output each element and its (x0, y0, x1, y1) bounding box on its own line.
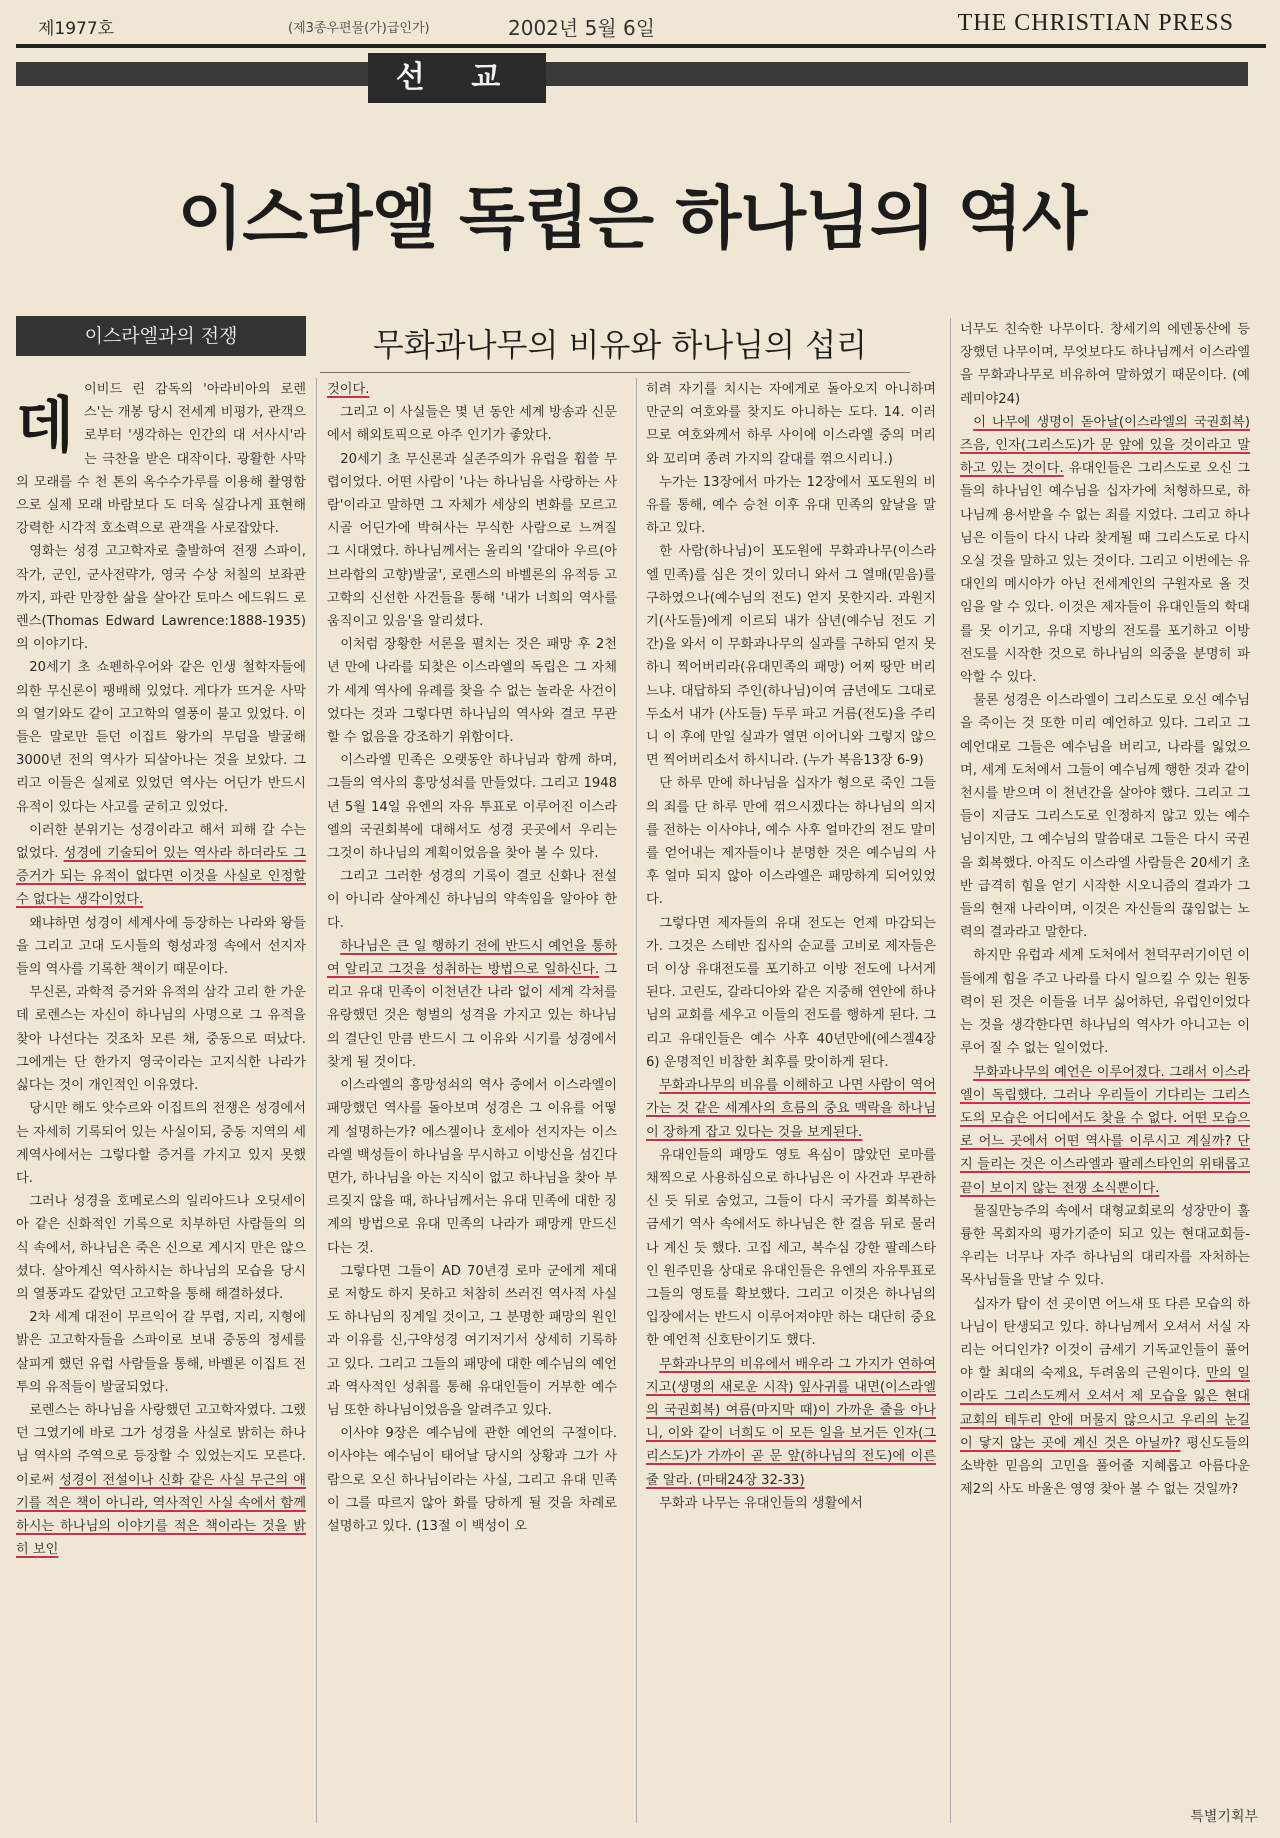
article-column-1 (16, 378, 306, 1823)
paragraph: 그렇다면 제자들의 유대 전도는 언제 마감되는가. 그것은 스테반 집사의 순교를 고비로 제자들은 더 이상 유대전도를 포기하고 이방 전도에 나서게 된다. 고린도, 갈라디아와 같은 지중해 연안에 하나님의 교회를 세우고 이들의 전도를 행하게 된다. 그리고 유대인들은 예수 사후 40년만에(에스겔4장 6) 운명적인 비참한 최후를 맞이하게 된다. (646, 915, 936, 1070)
paragraph (327, 935, 617, 1074)
paragraph: 그리고 그러한 성경의 기록이 결코 신화나 전설이 아니라 살아계신 하나님의 약속임을 알아야 한다. (327, 869, 617, 931)
masthead-rule (16, 44, 1266, 48)
postal-permit: (제3종우편물(가)급인가) (288, 21, 430, 36)
underlined-text: 무화과나무의 비유에서 배우라 그 가지가 연하여지고(생명의 새로운 시작) 잎사귀를 내면(이스라엘의 국권회복) 여름(마지막 때)이 가까운 줄을 아나니, 이와 같이 너희도 이 모든 일을 보거든 인자(그리스도)가 가까이 곧 문 앞(하나님의 전도)에 이른 줄 알라. (마태24장 32-33) (646, 1356, 936, 1488)
paragraph: 20세기 초 쇼펜하우어와 같은 인생 철학자들에 의한 무신론이 팽배해 있었다. 게다가 뜨거운 사막의 열기와도 같이 고고학의 열풍이 불고 있었다. 이들은 말로만 듣던 이집트 왕가의 무덤을 발굴해 3000년 전의 역사가 되살아나는 것을 보았다. 그리고 이들은 실제로 있었던 역사는 어딘가 반드시 유적이 있다는 사고를 굳히고 있었다. (16, 660, 306, 815)
paragraph: 그렇다면 그들이 AD 70년경 로마 군에게 제대로 저항도 하지 못하고 처참히 쓰러진 역사적 사실도 하나님의 징계일 것이고, 그 분명한 패망의 원인과 이유를 신,구약성경 여기저기서 상세히 기록하고 있다. 그리고 그들의 패망에 대한 예수님의 예언과 역사적인 성취를 통해 유대인들이 거부한 예수님 또한 하나님이었음을 알려주고 있다. (327, 1263, 617, 1418)
publication-date: 2002년 5월 6일 (508, 16, 656, 40)
article-column-3 (646, 378, 936, 1823)
paragraph: 이스라엘 민족은 오랫동안 하나님과 함께 하며, 그들의 역사의 흥망성쇠를 만들었다. 그리고 1948년 5월 14일 유엔의 자유 투표로 이루어진 이스라엘의 국권회복에 대해서도 성경 곳곳에서 우리는 그것이 하나님의 계획이었음을 찾아 볼 수 있다. (327, 753, 617, 862)
paragraph-text: 평신도들의 소박한 믿음의 고민을 풀어줄 지혜롭고 아름다운 제2의 사도 바울은 영영 찾아 볼 수 없는 것일까? (960, 1435, 1250, 1498)
drop-cap: 데 (16, 391, 74, 461)
paragraph-text: 로렌스는 하나님을 사랑했던 고고학자였다. 그랬던 그였기에 바로 그가 성경을 사실로 밝히는 하나님 역사의 주역으로 등장할 수 있었는지도 모른다. 이로써 (16, 1402, 306, 1488)
paragraph: 한 사람(하나님)이 포도원에 무화과나무(이스라엘 민족)를 심은 것이 있더니 와서 그 열매(믿음)를 구하였으나(예수님의 전도) 얻지 못한지라. 과원지기(사도들)에게 이르되 내가 삼년(예수님 전도 기간)을 와서 이 무화과나무의 실과를 구하되 얻지 못하니 찍어버리라(유대민족의 패망) 어찌 땅만 버리느냐. 대답하되 주인(하나님)이여 금년에도 그대로 두소서 내가 (사도들) 두루 파고 거름(전도)을 주리니 이 후에 만일 실과가 열면 이어니와 그렇지 않으면 찍어버리소서 하시니라. (누가 복음13장 6-9) (646, 544, 936, 769)
paragraph (16, 1399, 306, 1561)
paragraph (960, 1293, 1250, 1502)
paragraph: 이사야 9장은 예수님에 관한 예언의 구절이다. 이사야는 예수님이 태어날 당시의 상황과 그가 사람으로 오신 하나님이라는 사실, 그리고 유대 민족이 그를 따르지 않아 화를 당하게 될 것을 차례로 설명하고 있다. (13절 이 백성이 오 (327, 1426, 617, 1534)
paragraph: 히려 자기를 치시는 자에게로 돌아오지 아니하며 만군의 여호와를 찾지도 아니하는 도다. 14. 이러므로 여호와께서 하루 사이에 이스라엘 중의 머리와 꼬리며 종려 가지의 갈대를 꺾으시리니.) (646, 382, 936, 467)
series-tag: 이스라엘과의 전쟁 (16, 316, 306, 356)
paragraph-text: 이러한 분위기는 성경이라고 해서 피해 갈 수는 없었다. (16, 822, 306, 862)
paragraph: 이비드 린 감독의 '아라비아의 로렌스'는 개봉 당시 전세계 비평가, 관객으로부터 '생각하는 인간의 대 서사시'라는 극찬을 받은 대작이다. 광활한 사막의 모래를 수 천 톤의 옥수수가루를 이용해 촬영함으로 실제 모래 바람보다 도 더욱 실감나게 표현해 강력한 시각적 호소력으로 관객을 사로잡았다. (16, 382, 306, 537)
paragraph: 너무도 친숙한 나무이다. 창세기의 에덴동산에 등장했던 나무이며, 무엇보다도 하나님께서 이스라엘을 무화과나무로 비유하여 말하였기 때문이다. (예레미야24) (960, 322, 1250, 407)
article-column-2 (327, 378, 617, 1823)
underlined-text: 것이다. (327, 382, 370, 397)
paragraph: 물질만능주의 속에서 대형교회로의 성장만이 훌륭한 목회자의 평가기준이 되고 있는 현대교회들- 우리는 너무나 자주 하나님의 대리자를 자처하는 목사님들을 만날 수 있다. (960, 1203, 1250, 1289)
paragraph-text: 유대인들은 그리스도로 오신 그들의 하나님인 예수님을 십자가에 처형하므로, 하나님께 용서받을 수 없는 죄를 지었다. 그리고 하나님은 이들이 다시 나라 찾게될 때 그리스도로 다시 오실 것을 말하고 있는 것이다. 그리고 이번에는 유대인의 메시아가 아닌 전세계인의 구원자로 올 것임을 알 수 있다. 이것은 제자들이 유대인들의 학대를 못 이기고, 유대 지방의 전도를 포기하고 이방 전도를 시작한 것으로 하나님의 의중을 분명히 파악할 수 있다. (960, 461, 1250, 686)
section-bar (16, 62, 1248, 86)
issue-number: 제1977호 (38, 19, 115, 39)
paragraph: 그러나 성경을 호메로스의 일리아드나 오딧세이아 같은 신화적인 기록으로 치부하던 사람들의 의식 속에서, 하나님은 죽은 신으로 계시지 만은 않으셨다. 살아계신 역사하시는 하나님의 모습을 당시의 열풍과도 같았던 고고학을 통해 해결하셨다. (16, 1194, 306, 1302)
column-divider (636, 378, 637, 1823)
newspaper-name: THE CHRISTIAN PRESS (957, 10, 1234, 36)
paragraph (960, 1061, 1250, 1200)
section-label: 선 교 (368, 53, 546, 103)
column-divider (950, 318, 951, 1823)
paragraph (960, 411, 1250, 689)
masthead (16, 8, 1264, 42)
paragraph: 2차 세계 대전이 무르익어 갈 무렵, 지리, 지형에 밝은 고고학자들을 스파이로 보내 중동의 정세를 살피게 했던 유럽 사람들을 통해, 바벨론 이집트 전투의 유적들이 발굴되었다. (16, 1310, 306, 1395)
underlined-text: 무화과나무의 예언은 이루어졌다. 그래서 이스라엘이 독립했다. 그러나 우리들이 기다리는 그리스도의 모습은 어디에서도 찾을 수 없다. 어떤 모습으로 어느 곳에서 어떤 역사를 이루시고 계실까? 단지 들리는 것은 이스라엘과 팔레스타인의 위태롭고 끝이 보이지 않는 전쟁 소식뿐이다. (960, 1064, 1250, 1196)
paragraph: 그리고 이 사실들은 몇 년 동안 세계 방송과 신문에서 해외토픽으로 아주 인기가 좋았다. (327, 405, 617, 444)
paragraph: 무신론, 과학적 증거와 유적의 삼각 고리 한 가운데 로렌스는 자신이 하나님의 사명으로 그 유적을 찾아 나선다는 것조차 모른 채, 중동으로 떠났다. 그에게는 단 한가지 영국이라는 고지식한 나라가 싫다는 것이 개인적인 이유였다. (16, 985, 306, 1094)
article-column-4 (960, 318, 1250, 1823)
underlined-text: 성경에 기술되어 있는 역사라 하더라도 그 증거가 되는 유적이 없다면 이것을 사실로 인정할 수 없다는 생각이었다. (16, 846, 306, 908)
subtitle-rule (320, 372, 910, 373)
paragraph: 이스라엘의 흥망성쇠의 역사 중에서 이스라엘이 패망했던 역사를 돌아보며 성경은 그 이유를 어떻게 설명하는가? 에스겔이나 호세아 선지자는 이스라엘 백성들이 하나님을 무시하고 이방신을 섬긴다면가, 하나님을 아는 지식이 없고 하나님을 찾아 부르짖지 않을 때, 하나님께서는 유대 민족에 대한 징계의 방법으로 유대 민족의 나라가 패망케 만드신다는 것. (327, 1078, 617, 1256)
byline: 특별기획부 (1190, 1809, 1258, 1825)
underlined-text: 무화과나무의 비유를 이해하고 나면 사람이 역어 가는 것 같은 세계사의 흐름의 중요 맥락을 하나님이 장하게 잡고 있다는 것을 보게된다. (646, 1078, 936, 1140)
paragraph (327, 378, 617, 401)
underlined-text: 만의 일이라도 그리스도께서 오셔서 제 모습을 잃은 현대교회의 테두리 안에 머물지 않으시고 우리의 눈길이 닿지 않는 곳에 계신 것은 아닐까? (960, 1366, 1250, 1451)
paragraph (646, 1353, 936, 1492)
paragraph: 20세기 초 무신론과 실존주의가 유럽을 휩쓸 무렵이었다. 어떤 사람이 '나는 하나님을 사랑하는 사람'이라고 말하면 그 자체가 세상의 변화를 모르고 시골 어딘가에 박혀사는 무식한 사람으로 느껴질 그 시대였다. 하나님께서는 올리의 '갈대아 우르(아브라함의 고향)발굴', 로렌스의 바벨론의 유적등 고고학의 신선한 사건들을 통해 '내가 너희의 역사를 움직이고 있음'을 알리셨다. (327, 451, 617, 630)
paragraph: 하지만 유럽과 세계 도처에서 천덕꾸러기이던 이들에게 힘을 주고 나라를 다시 일으킬 수 있는 원동력이 된 것은 이들을 너무 싫어하던, 유럽인이었다는 것을 생각한다면 하나님의 역사가 아니고는 이루어 질 수 없는 일이었다. (960, 948, 1250, 1057)
paragraph-text: 그리고 유대 민족이 이천년간 나라 없이 세계 각처를 유랑했던 것은 형벌의 성격을 가지고 있는 하나님의 결단인 만큼 반드시 그 이유와 시기를 성경에서 찾게 될 것이다. (327, 962, 617, 1070)
column-divider (316, 378, 317, 1823)
headline: 이스라엘 독립은 하나님의 역사 (177, 180, 1087, 259)
paragraph: 물론 성경은 이스라엘이 그리스도로 오신 예수님을 죽이는 것 또한 미리 예언하고 있다. 그리고 그 예언대로 그들은 예수님을 버리고, 나라를 잃었으며, 세계 도처에서 그들이 예수님께 행한 것과 같이 천시를 받으며 이 천년간을 살아야 했다. 그리고 그들이 지금도 그리스도로 인정하지 않고 있는 예수님이지만, 그 예수님의 말씀대로 그들은 다시 국권을 회복했다. 아직도 이스라엘 사람들은 20세기 초반 급격히 힘을 얻기 시작한 시오니즘의 결과가 그들의 현재 나라이며, 이것은 자신들의 끊임없는 노력의 결과라고 말한다. (960, 693, 1250, 941)
paragraph-text: 십자가 탑이 선 곳이면 어느새 또 다른 모습의 하나님이 탄생되고 있다. 하나님께서 오셔서 서실 자리는 어디인가? 이것이 금세기 기독교인들이 풀어야 할 최대의 숙제요, 두려움의 근원이다. (960, 1296, 1250, 1382)
underlined-text: 하나님은 큰 일 행하기 전에 반드시 예언을 통하여 알리고 그것을 성취하는 방법으로 일하신다. (327, 938, 617, 978)
paragraph (646, 1074, 936, 1144)
paragraph (16, 819, 306, 912)
underlined-text: 이 나무에 생명이 돋아날(이스라엘의 국권회복) 즈음, 인자(그리스도)가 문 앞에 있을 것이라고 말하고 있는 것이다. (960, 414, 1250, 477)
paragraph: 유대인들의 패망도 영토 욕심이 많았던 로마를 채찍으로 사용하심으로 하나님은 이 사건과 무관하신 듯 뒤로 숨었고, 그들이 다시 국가를 회복하는 금세기 역사 속에서도 하나님은 한 걸음 뒤로 물러나 계신 듯 했다. 고집 세고, 복수심 강한 팔레스타인 원주민을 상대로 유대인들은 유엔의 자유투표로 그들의 영토를 확보했다. 그리고 이것은 하나님의 입장에서는 반드시 이루어져야만 하는 대단히 중요한 예언적 신호탄이기도 했다. (646, 1147, 936, 1349)
subtitle: 무화과나무의 비유와 하나님의 섭리 (372, 326, 868, 364)
paragraph: 누가는 13장에서 마가는 12장에서 포도원의 비유를 통해, 예수 승천 이후 유대 민족의 앞날을 말하고 있다. (646, 474, 936, 537)
paragraph: 영화는 성경 고고학자로 출발하여 전쟁 스파이, 작가, 군인, 군사전략가, 영국 수상 처칠의 보좌관까지, 파란 만장한 삶을 살아간 토마스 에드워드 로렌스(Thomas Edward Lawrence:1888-1935)의 이야기다. (16, 544, 306, 653)
paragraph: 왜냐하면 성경이 세계사에 등장하는 나라와 왕들을 그리고 고대 도시들의 형성과정 속에서 선지자들의 역사를 기록한 책이기 때문이다. (16, 915, 306, 978)
paragraph: 단 하루 만에 하나님을 십자가 형으로 죽인 그들의 죄를 단 하루 만에 꺾으시겠다는 하나님의 의지를 전하는 이사야나, 예수 사후 얼마간의 전도 말미를 얻어내는 제자들이나 분명한 것은 예수님의 사후 얼마 되지 않아 이스라엘은 패망하게 되어있었다. (646, 776, 936, 908)
paragraph: 이처럼 장황한 서론을 펼치는 것은 패망 후 2천년 만에 나라를 되찾은 이스라엘의 독립은 그 자체가 세계 역사에 유례를 찾을 수 없는 놀라운 사건이었다는 것과 그렇다면 하나님의 역사와 결코 무관할 수 없음을 강조하기 위함이다. (327, 637, 617, 746)
paragraph: 무화과 나무는 유대인들의 생활에서 (659, 1495, 863, 1511)
paragraph: 당시만 해도 앗수르와 이집트의 전쟁은 성경에서는 자세히 기록되어 있는 사실이되, 중동 지역의 세계역사에서는 그렇다할 증거를 가지고 있지 못했다. (16, 1101, 306, 1186)
underlined-text: 성경이 전설이나 신화 같은 사실 무근의 얘기를 적은 책이 아니라, 역사적인 사실 속에서 함께 하시는 하나님의 이야기를 적은 책이라는 것을 밝히 보인 (16, 1472, 306, 1558)
